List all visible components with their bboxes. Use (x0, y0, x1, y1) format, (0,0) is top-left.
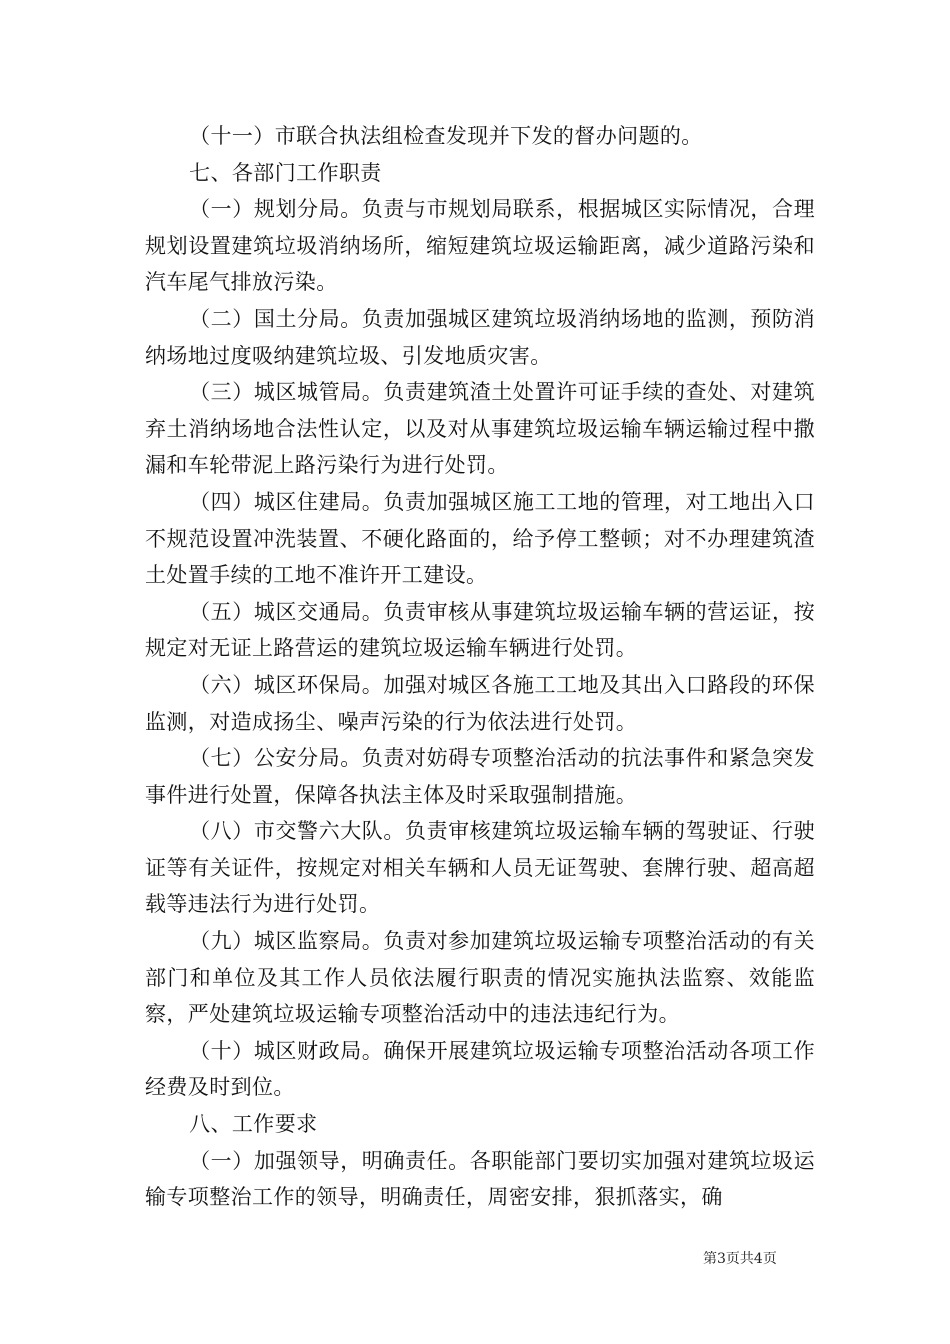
paragraph-item-11-supervision: （十一）市联合执法组检查发现并下发的督办问题的。 (189, 124, 703, 148)
paragraph-public-security: （七）公安分局。负责对妨碍专项整治活动的抗法事件和紧急突发事件进行处置，保障各执法主体及时采取强制措施。 (145, 746, 815, 807)
section-heading-responsibilities: 七、各部门工作职责 (189, 160, 382, 185)
paragraph-supervision-bureau: （九）城区监察局。负责对参加建筑垃圾运输专项整治活动的有关部门和单位及其工作人员依法履行职责的情况实施执法监察、效能监察，严处建筑垃圾运输专项整治活动中的违法违纪行为。 (145, 929, 815, 1027)
section-heading-requirements: 八、工作要求 (189, 1112, 318, 1137)
paragraph-transport-bureau: （五）城区交通局。负责审核从事建筑垃圾运输车辆的营运证，按规定对无证上路营运的建筑垃圾运输车辆进行处罚。 (145, 599, 815, 661)
paragraph-traffic-police: （八）市交警六大队。负责审核建筑垃圾运输车辆的驾驶证、行驶证等有关证件，按规定对相关车辆和人员无证驾驶、套牌行驶、超高超载等违法行为进行处罚。 (145, 819, 815, 917)
paragraph-housing-construction: （四）城区住建局。负责加强城区施工工地的管理，对工地出入口不规范设置冲洗装置、不硬化路面的，给予停工整顿；对不办理建筑渣土处置手续的工地不准许开工建设。 (145, 489, 815, 588)
paragraph-finance-bureau: （十）城区财政局。确保开展建筑垃圾运输专项整治活动各项工作经费及时到位。 (145, 1038, 815, 1100)
paragraph-land-bureau: （二）国土分局。负责加强城区建筑垃圾消纳场地的监测，预防消纳场地过度吸纳建筑垃圾、引发地质灾害。 (145, 306, 815, 368)
paragraph-leadership: （一）加强领导，明确责任。各职能部门要切实加强对建筑垃圾运输专项整治工作的领导，明确责任，周密安排，狠抓落实，确 (145, 1148, 815, 1210)
paragraph-planning-bureau: （一）规划分局。负责与市规划局联系，根据城区实际情况，合理规划设置建筑垃圾消纳场所，缩短建筑垃圾运输距离，减少道路污染和汽车尾气排放污染。 (145, 197, 815, 295)
document-body (145, 118, 815, 1216)
page-number: 第3页共4页 (703, 1251, 777, 1267)
paragraph-environment-bureau: （六）城区环保局。加强对城区各施工工地及其出入口路段的环保监测，对造成扬尘、噪声污染的行为依法进行处罚。 (145, 672, 815, 734)
paragraph-urban-management: （三）城区城管局。负责建筑渣土处置许可证手续的查处、对建筑弃土消纳场地合法性认定，以及对从事建筑垃圾运输车辆运输过程中撒漏和车轮带泥上路污染行为进行处罚。 (145, 380, 815, 478)
